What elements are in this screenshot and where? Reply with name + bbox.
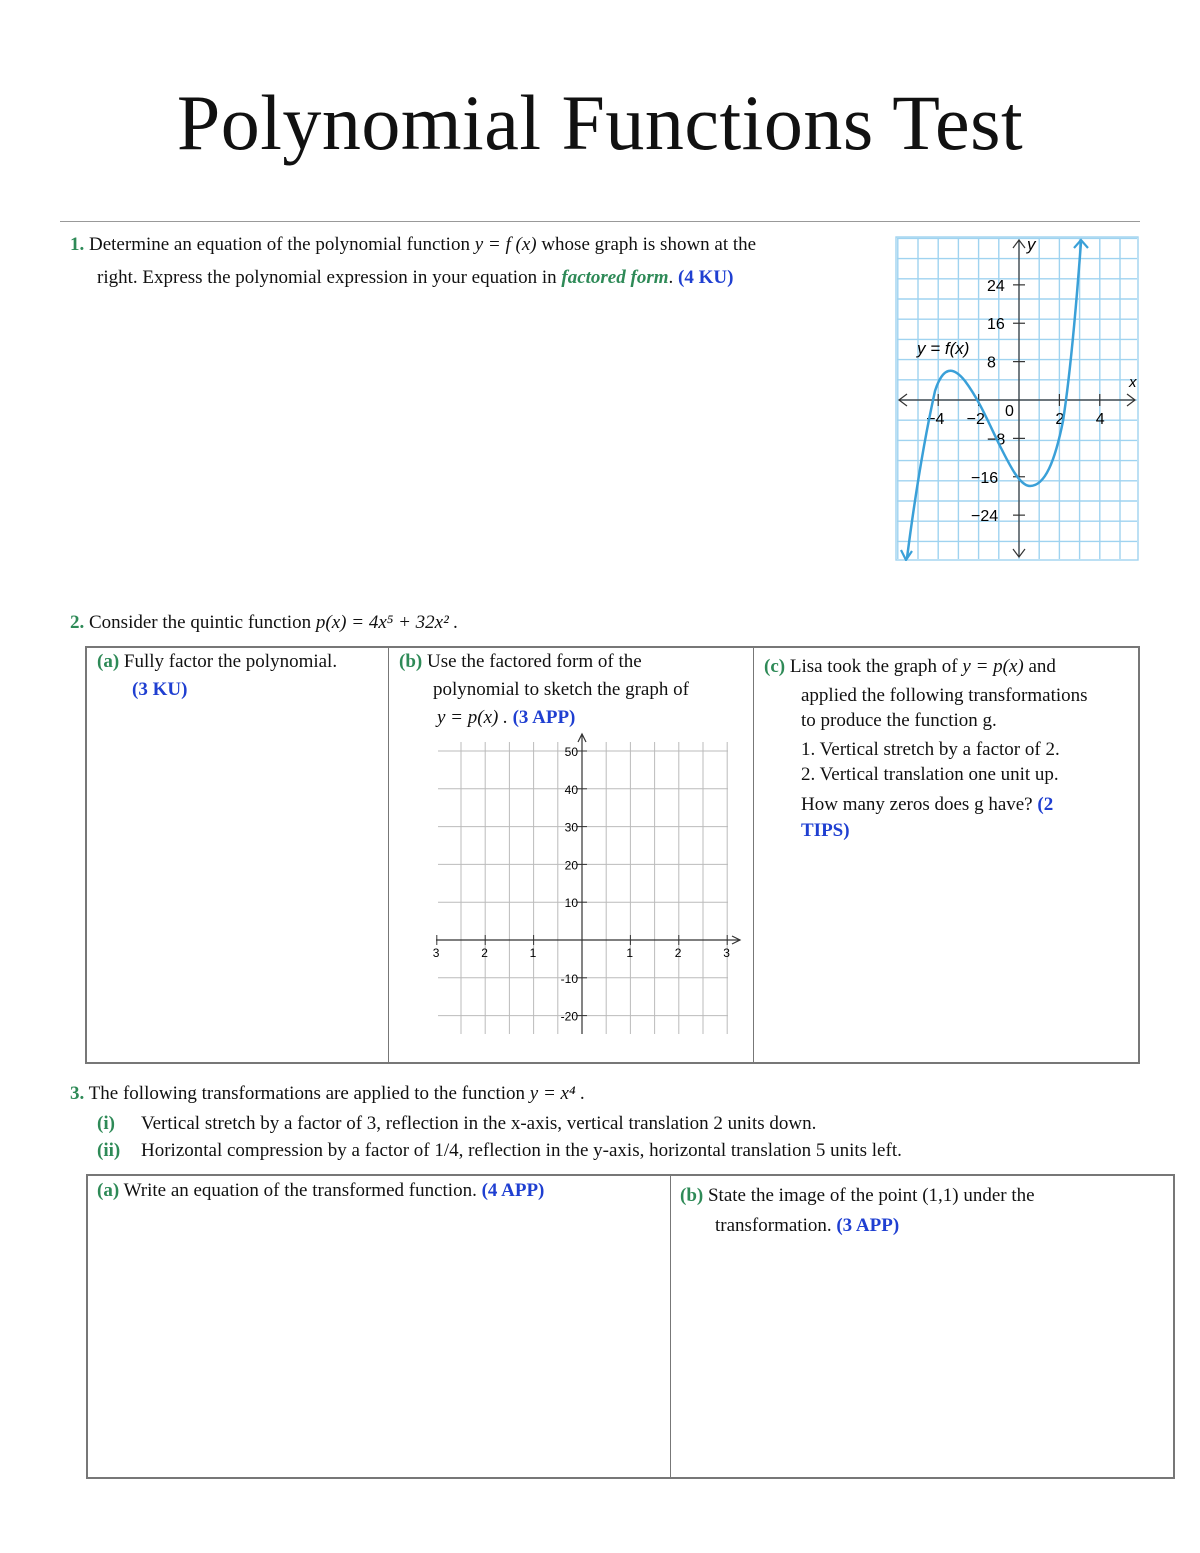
page-title: Polynomial Functions Test [176,79,1024,166]
question-2b-marks: (3 APP) [512,707,576,728]
y-tick-label: −24 [971,508,999,526]
question-3-item-i-text: Vertical stretch by a factor of 3, reflection in the x-axis, vertical translation 2 units down. [141,1113,817,1134]
blank-grid [438,742,728,1034]
y-tick-label: 8 [987,354,996,372]
question-2c-line1-b: and [1023,656,1056,677]
question-2-number: 2. [70,612,85,633]
question-1-marks: (4 KU) [678,267,734,288]
question-3-func: y = x⁴ . [529,1083,586,1104]
x-axis-label: x [1129,374,1137,391]
y-tick-label: 20 [564,858,578,873]
question-2c-item-1: 1. Vertical stretch by a factor of 2. [801,739,1060,760]
question-3a [97,1177,667,1205]
question-3b-text-2: under the [958,1185,1035,1206]
question-2a-label: (a) [97,651,120,672]
y-tick-label: 40 [564,782,578,797]
origin-label: 0 [1005,403,1014,420]
question-3-item-ii [97,1137,1157,1164]
question-2c-func: y = p(x) [962,656,1024,677]
question-2a-marks: (3 KU) [132,679,188,700]
x-tick-label: 3 [432,946,440,960]
question-3-divider [670,1176,671,1477]
question-2-func: p(x) = 4x⁵ + 32x² . [315,612,459,633]
question-2c-line2: applied the following transformations [801,685,1088,706]
question-3-item-i-label: (i) [97,1113,115,1134]
y-tick-label: -10 [560,971,578,986]
title-divider [60,221,1140,222]
question-2-divider-1 [388,648,389,1062]
question-1-text-line2 [97,264,877,292]
question-3a-marks: (4 APP) [481,1180,545,1201]
question-2c-line3: to produce the function g. [801,710,997,731]
question-2c-question-text: How many zeros does g have? [801,794,1038,815]
question-2c-item-2: 2. Vertical translation one unit up. [801,764,1059,785]
question-2a [97,648,382,704]
question-1-period: . [668,267,678,288]
question-2c [764,652,1134,844]
question-2b-text-2: polynomial to sketch the graph of [433,679,689,700]
question-2c-items [801,737,1134,787]
y-tick-label: 24 [987,277,1005,295]
question-3a-label: (a) [97,1180,120,1201]
question-3b-point: (1,1) [922,1185,959,1206]
question-2a-text: Fully factor the polynomial. [123,651,338,672]
question-2-text [70,609,770,637]
question-3-prompt: The following transformations are applied to the function [88,1083,530,1104]
question-3-text [70,1080,870,1108]
x-tick-label: 3 [723,946,730,960]
question-1-text [70,231,880,259]
question-2b-label: (b) [399,651,423,672]
x-tick-label: 1 [529,946,537,960]
x-tick-label: −2 [966,411,985,428]
question-1-func: y = f (x) [474,234,537,255]
question-2b-grid-graph [432,730,748,1040]
y-tick-label: 50 [564,745,578,759]
question-1-line1-b: whose graph is shown at the [536,234,757,255]
x-tick-label: 1 [626,946,634,960]
question-2c-label: (c) [764,656,786,677]
question-2c-line1: Lisa took the graph of [789,656,963,677]
question-1-emphasis: factored form [561,267,669,288]
question-3-item-i [97,1110,1157,1137]
curve-label: y = f(x) [917,339,970,358]
y-tick-label: −8 [987,431,1006,449]
y-tick-label: 30 [564,820,578,835]
question-2c-question [801,792,1134,844]
question-2-divider-2 [753,648,754,1062]
y-tick-label: 16 [987,316,1005,334]
question-3b-marks: (3 APP) [836,1215,900,1236]
question-2b-text-1: Use the factored form of the [426,651,642,672]
y-axis-label: y [1027,236,1036,254]
x-tick-label: 4 [1095,411,1105,428]
x-tick-label: 2 [674,946,682,960]
x-tick-label: 2 [481,946,488,960]
question-3b-text-3: transformation. [715,1215,837,1236]
question-3-number: 3. [70,1083,85,1104]
question-1-number: 1. [70,234,85,255]
question-2b-func: y = p(x) . [437,707,513,728]
question-2b [399,648,744,732]
y-tick-label: -20 [560,1009,578,1024]
question-3b-label: (b) [680,1185,704,1206]
question-3b [680,1181,1160,1241]
question-3a-text: Write an equation of the transformed function. [123,1180,482,1201]
question-2c-marks-2: TIPS) [801,820,850,841]
question-3b-text-1: State the image of the point [707,1185,923,1206]
question-1-graph [895,236,1139,561]
question-3-item-ii-text: Horizontal compression by a factor of 1/4, reflection in the y-axis, horizontal translation 5 units left. [141,1140,902,1161]
question-3-list [97,1110,1157,1164]
question-1-line2: right. Express the polynomial expression in your equation in [97,267,562,288]
question-1-ticks [926,278,1105,525]
x-tick-label: −4 [926,411,945,428]
question-1-line1-a: Determine an equation of the polynomial function [89,234,475,255]
question-2-prompt: Consider the quintic function [89,612,316,633]
question-3-item-ii-label: (ii) [97,1140,121,1161]
y-tick-label: 10 [564,896,578,911]
y-tick-label: −16 [971,469,999,487]
x-tick-label: 2 [1055,411,1065,428]
question-2c-marks: (2 [1037,794,1054,815]
